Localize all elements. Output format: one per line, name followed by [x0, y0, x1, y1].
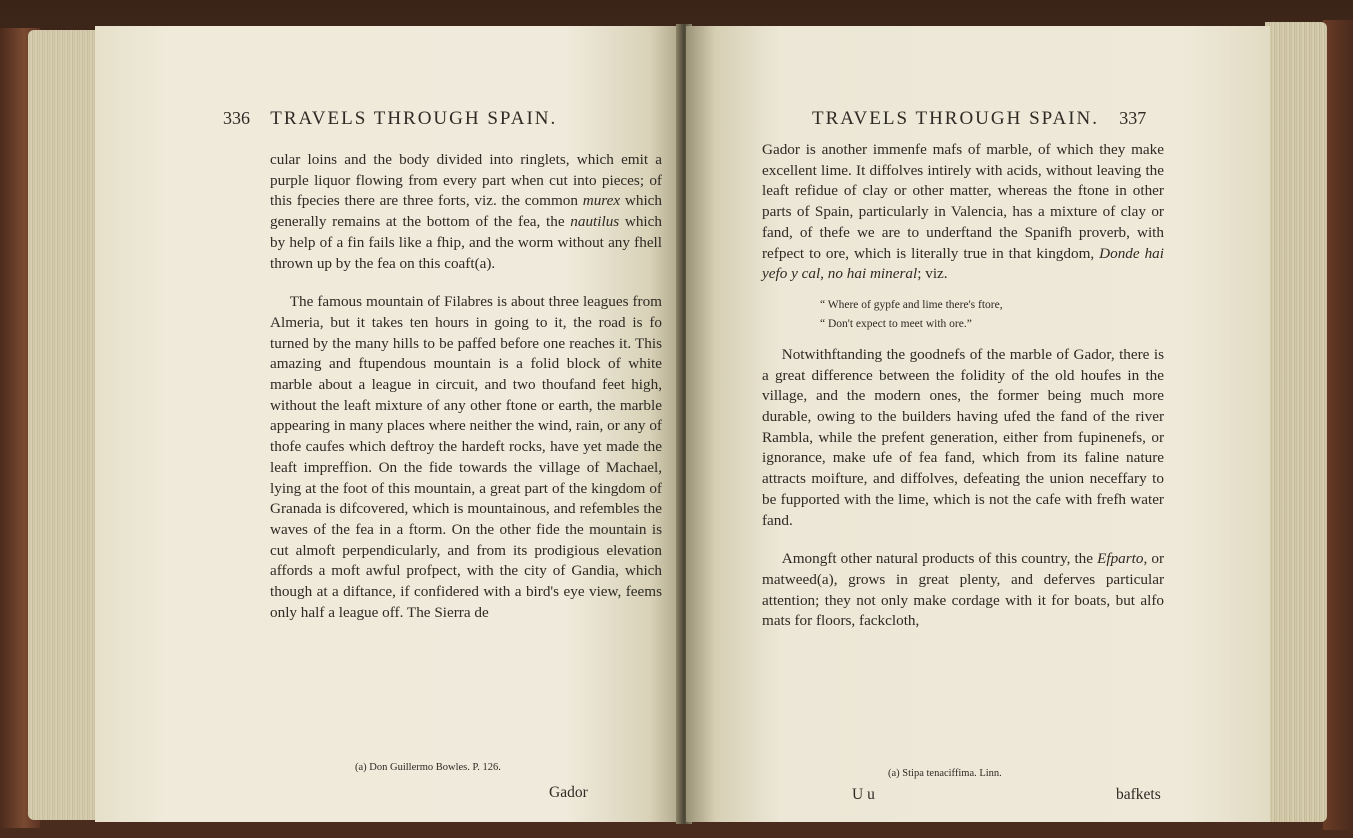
left-head-title: TRAVELS THROUGH SPAIN.: [270, 108, 558, 129]
verse-line-2: “ Don't expect to meet with ore.”: [820, 317, 972, 330]
page-edges-right: [1265, 22, 1327, 822]
right-catchword: bafkets: [1116, 786, 1161, 803]
right-head-title: TRAVELS THROUGH SPAIN.: [812, 108, 1100, 129]
left-paragraph-1: cular loins and the body divided into ringlets, which emit a purple liquor flowing from every part when cut into pieces; of this fpecies there are three forts, viz. the common murex which generally remains at the bottom of the fea, the nautilus which by help of a fin fails like a fhip, and the worm without any fhell thrown up by the fea on this coaft(a).: [270, 151, 663, 272]
esparto-term: Efparto: [1097, 550, 1144, 568]
signature-mark: U u: [852, 786, 875, 803]
left-page-number: 336: [223, 108, 250, 128]
left-catchword: Gador: [549, 784, 588, 801]
murex-term: murex: [582, 192, 621, 210]
right-page: [686, 26, 1270, 822]
proverb-text: Donde hai yefo y cal, no hai mineral: [762, 244, 1164, 283]
left-paragraph-2: The famous mountain of Filabres is about three leagues from Almeria, but it takes ten hours in going to it, the road is fo turned by the many hills to be paffed before one reaches it. This amazing and ftupendous mountain is a folid block of white marble about a league in circuit, and two thoufand feet high, without the leaft mixture of any other ftone or earth, the marble appearing in many places where neither the wind, rain, or any of thofe caufes which deftroy the hardeft rocks, have yet made the leaft impreffion. On the fide towards the village of Machael, lying at the foot of this mountain, a great part of the kingdom of Granada is difcovered, which is mountainous, and refembles the waves of the fea in a ftorm. On the other fide the mountain is cut almoft perpendicularly, and from its prodigious elevation affords a moft awful profpect, with the city of Gandia, which though at a diftance, if confidered with a bird's eye view, feems only half a league off. The Sierra de: [270, 293, 662, 621]
right-paragraph-2: Notwithftanding the goodnefs of the marble of Gador, there is a great difference between the folidity of the old houfes in the village, and the modern ones, the former being much more durable, owing to the builders having ufed the fand of the river Rambla, while the prefent generation, either from fupinenefs, or ignorance, make ufe of fea fand, which from its faline nature attracts moifture, and diffolves, defeating the union neceffary to be fupported with the lime, which is not the cafe with frefh water fand.: [762, 345, 1164, 529]
right-footnote: (a) Stipa tenaciffima. Linn.: [888, 768, 1002, 779]
book-cover-right: [1323, 20, 1353, 830]
left-running-head: [223, 108, 557, 130]
right-paragraph-1: Gador is another immenfe mafs of marble, of which they make excellent lime. It diffolves intirely with acids, without leaving the leaft refidue of clay or other matter, whereas the ftone in other parts of Spain, particularly in Valencia, has a mixture of clay or fand, of thefe we are to underftand the Spanifh proverb, with refpect to ore, which is literally true in that kingdom, Donde hai yefo y cal, no hai mineral; viz.: [762, 141, 1164, 283]
page-edges-left: [28, 30, 98, 820]
nautilus-term: nautilus: [570, 213, 620, 231]
right-running-head: [812, 108, 1146, 130]
footnote-ref: (a).: [474, 254, 496, 272]
right-paragraph-3: Amongft other natural products of this country, the Efparto, or matweed(a), grows in great plenty, and deferves particular attention; they not only make cordage with it for boats, but alfo mats for floors, fackcloth,: [762, 550, 1165, 630]
right-body: [762, 140, 1164, 632]
left-footnote: (a) Don Guillermo Bowles. P. 126.: [355, 762, 501, 773]
verse-line-1: “ Where of gypfe and lime there's ftore,: [820, 298, 1003, 311]
left-page: [95, 26, 685, 822]
footnote-ref: (a): [816, 570, 834, 588]
right-page-number: 337: [1119, 108, 1147, 128]
left-body: [270, 150, 662, 623]
